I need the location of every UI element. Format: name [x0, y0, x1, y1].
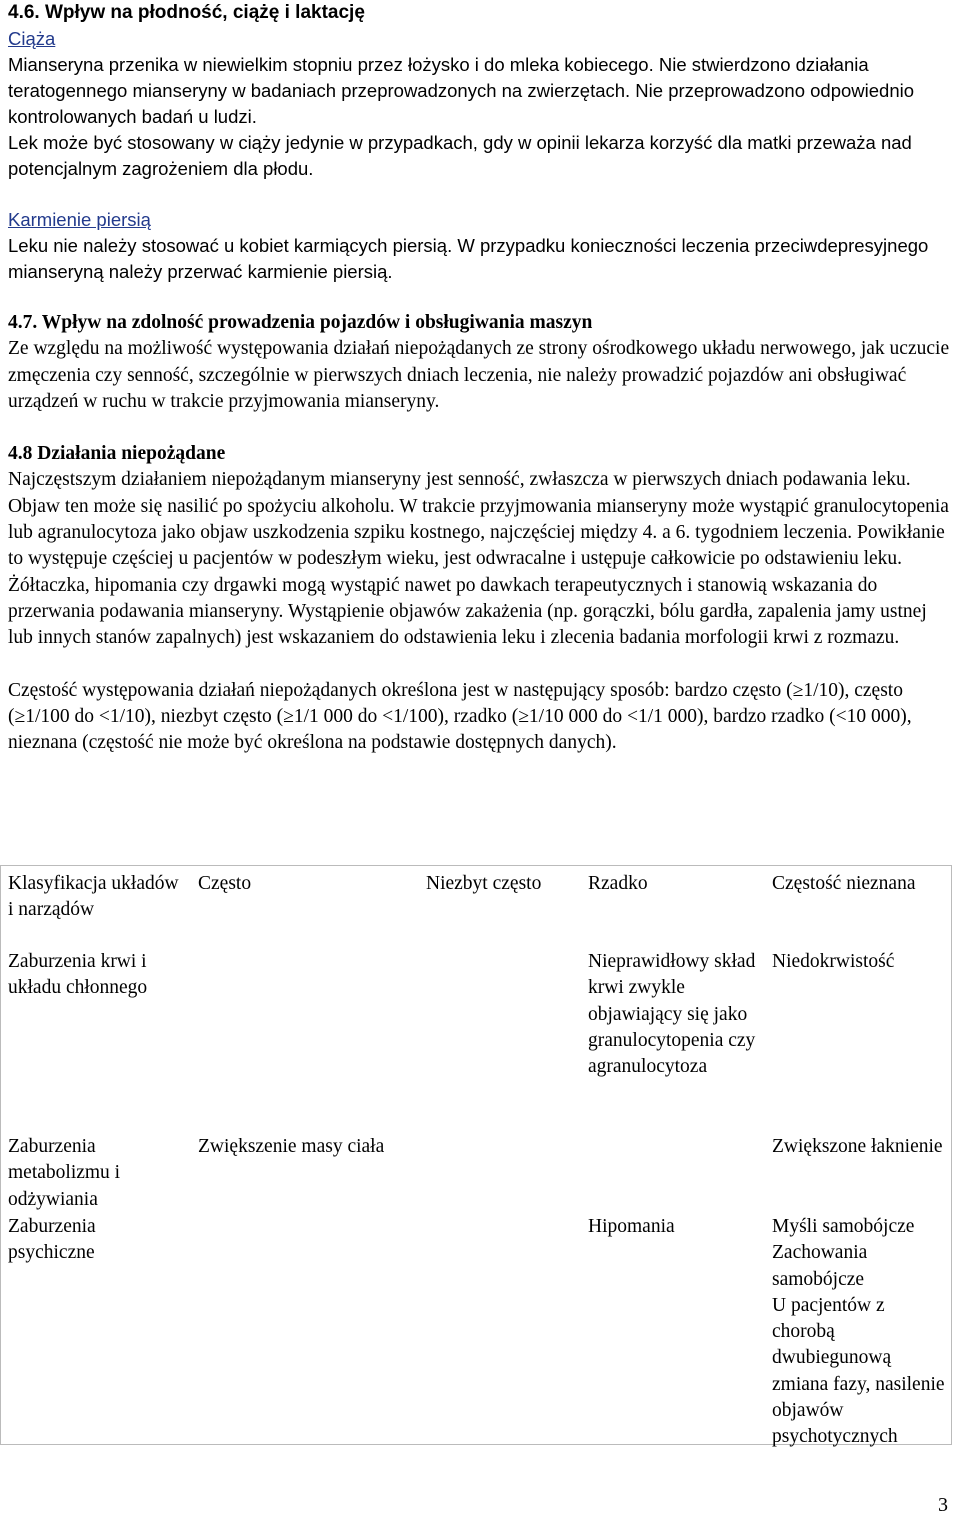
table-header-cell: Rzadko	[588, 873, 648, 894]
table-cell: Zaburzenia krwi i układu chłonnego	[8, 951, 148, 999]
paragraph: Leku nie należy stosować u kobiet karmiących piersią. W przypadku konieczności leczenia przeciwdepresyjnego mianseryną należy przerwać karmienie piersią.	[8, 235, 929, 282]
document-page	[8, 0, 952, 756]
table-cell: Zwiększenie masy ciała	[198, 1136, 385, 1157]
subheading-pregnancy: Ciąża	[8, 28, 56, 49]
table-header-cell: Klasyfikacja układów i narządów	[8, 873, 179, 921]
page-number: 3	[938, 1494, 948, 1516]
table-cell: Niedokrwistość	[772, 951, 895, 972]
table-header-cell: Niezbyt często	[426, 873, 542, 894]
table-cell	[190, 949, 418, 1134]
paragraph: Ze względu na możliwość występowania działań niepożądanych ze strony ośrodkowego układu nerwowego, jak uczucie zmęczenia czy senność, szczególnie w pierwszych dniach leczenia, nie należy prowadzić pojazdów ani obsługiwać urządzeń w ruchu w trakcie przyjmowania mianseryny.	[8, 338, 950, 412]
table-cell: Zaburzenia metabolizmu i odżywiania	[8, 1136, 121, 1210]
table-header-cell: Częstość nieznana	[772, 873, 916, 894]
table-cell: Hipomania	[588, 1216, 675, 1237]
table-cell: Myśli samobójcze Zachowania samobójcze U pacjentów z chorobą dwubiegunową zmiana fazy, nasilenie objawów psychotycznych	[772, 1216, 945, 1448]
table-cell: Zwiększone łaknienie	[772, 1136, 943, 1157]
table-cell	[418, 1134, 580, 1214]
section-4-6	[8, 0, 952, 285]
paragraph: Lek może być stosowany w ciąży jedynie w przypadkach, gdy w opinii lekarza korzyść dla matki przeważa nad potencjalnym zagrożeniem dla płodu.	[8, 132, 912, 179]
table-cell: Nieprawidłowy skład krwi zwykle objawiający się jako granulocytopenia czy agranulocytoza	[588, 951, 756, 1078]
table-cell: Zaburzenia psychiczne	[8, 1216, 96, 1264]
adverse-effects-table	[0, 865, 952, 1451]
table-cell	[580, 1134, 764, 1214]
section-heading: 4.8 Działania niepożądane	[8, 443, 226, 465]
table-cell	[418, 1214, 580, 1451]
section-4-8	[8, 441, 952, 756]
table-row	[0, 949, 952, 1134]
paragraph: Najczęstszym działaniem niepożądanym mianseryny jest senność, zwłaszcza w pierwszych dniach podawania leku. Objaw ten może się nasilić po spożyciu alkoholu. W trakcie przyjmowania mianseryny może wystąpić granulocytopenia lub agranulocytoza jako objaw uszkodzenia szpiku kostnego, najczęściej między 4. a 6. tygodniem leczenia. Powikłanie to występuje częściej u pacjentów w podeszłym wieku, jest odwracalne i ustępuje całkowicie po odstawieniu leku. Żółtaczka, hipomania czy drgawki mogą wystąpić nawet po dawkach terapeutycznych i stanowią wskazania do przerwania podawania mianseryny. Wystąpienie objawów zakażenia (np. gorączki, bólu gardła, zapalenia jamy ustnej lub innych stanów zapalnych) jest wskazaniem do odstawienia leku i zlecenia badania morfologii krwi z rozmazu.	[8, 469, 949, 649]
table-header-cell: Często	[198, 873, 252, 894]
section-4-7	[8, 310, 952, 415]
subheading-breastfeeding: Karmienie piersią	[8, 209, 151, 230]
table-row	[0, 1214, 952, 1451]
table-row	[0, 1134, 952, 1214]
section-heading: 4.7. Wpływ na zdolność prowadzenia pojazdów i obsługiwania maszyn	[8, 312, 593, 333]
table-cell	[190, 1214, 418, 1451]
section-heading: 4.6. Wpływ na płodność, ciążę i laktację	[8, 2, 365, 23]
table-header-row	[0, 865, 952, 949]
paragraph-frequency: Częstość występowania działań niepożądanych określona jest w następujący sposób: bardzo często (≥1/10), często (≥1/100 do <1/10), niezbyt często (≥1/1 000 do <1/100), rzadko (≥1/10 000 do <1/1 000), bardzo rzadko (<10 000), nieznana (częstość nie może być określona na podstawie dostępnych danych).	[8, 679, 912, 754]
table-cell	[418, 949, 580, 1134]
paragraph: Mianseryna przenika w niewielkim stopniu przez łożysko i do mleka kobiecego. Nie stwierdzono działania teratogennego mianseryny w badaniach przeprowadzonych na zwierzętach. Nie przeprowadzono odpowiednio kontrolowanych badań u ludzi.	[8, 54, 915, 127]
